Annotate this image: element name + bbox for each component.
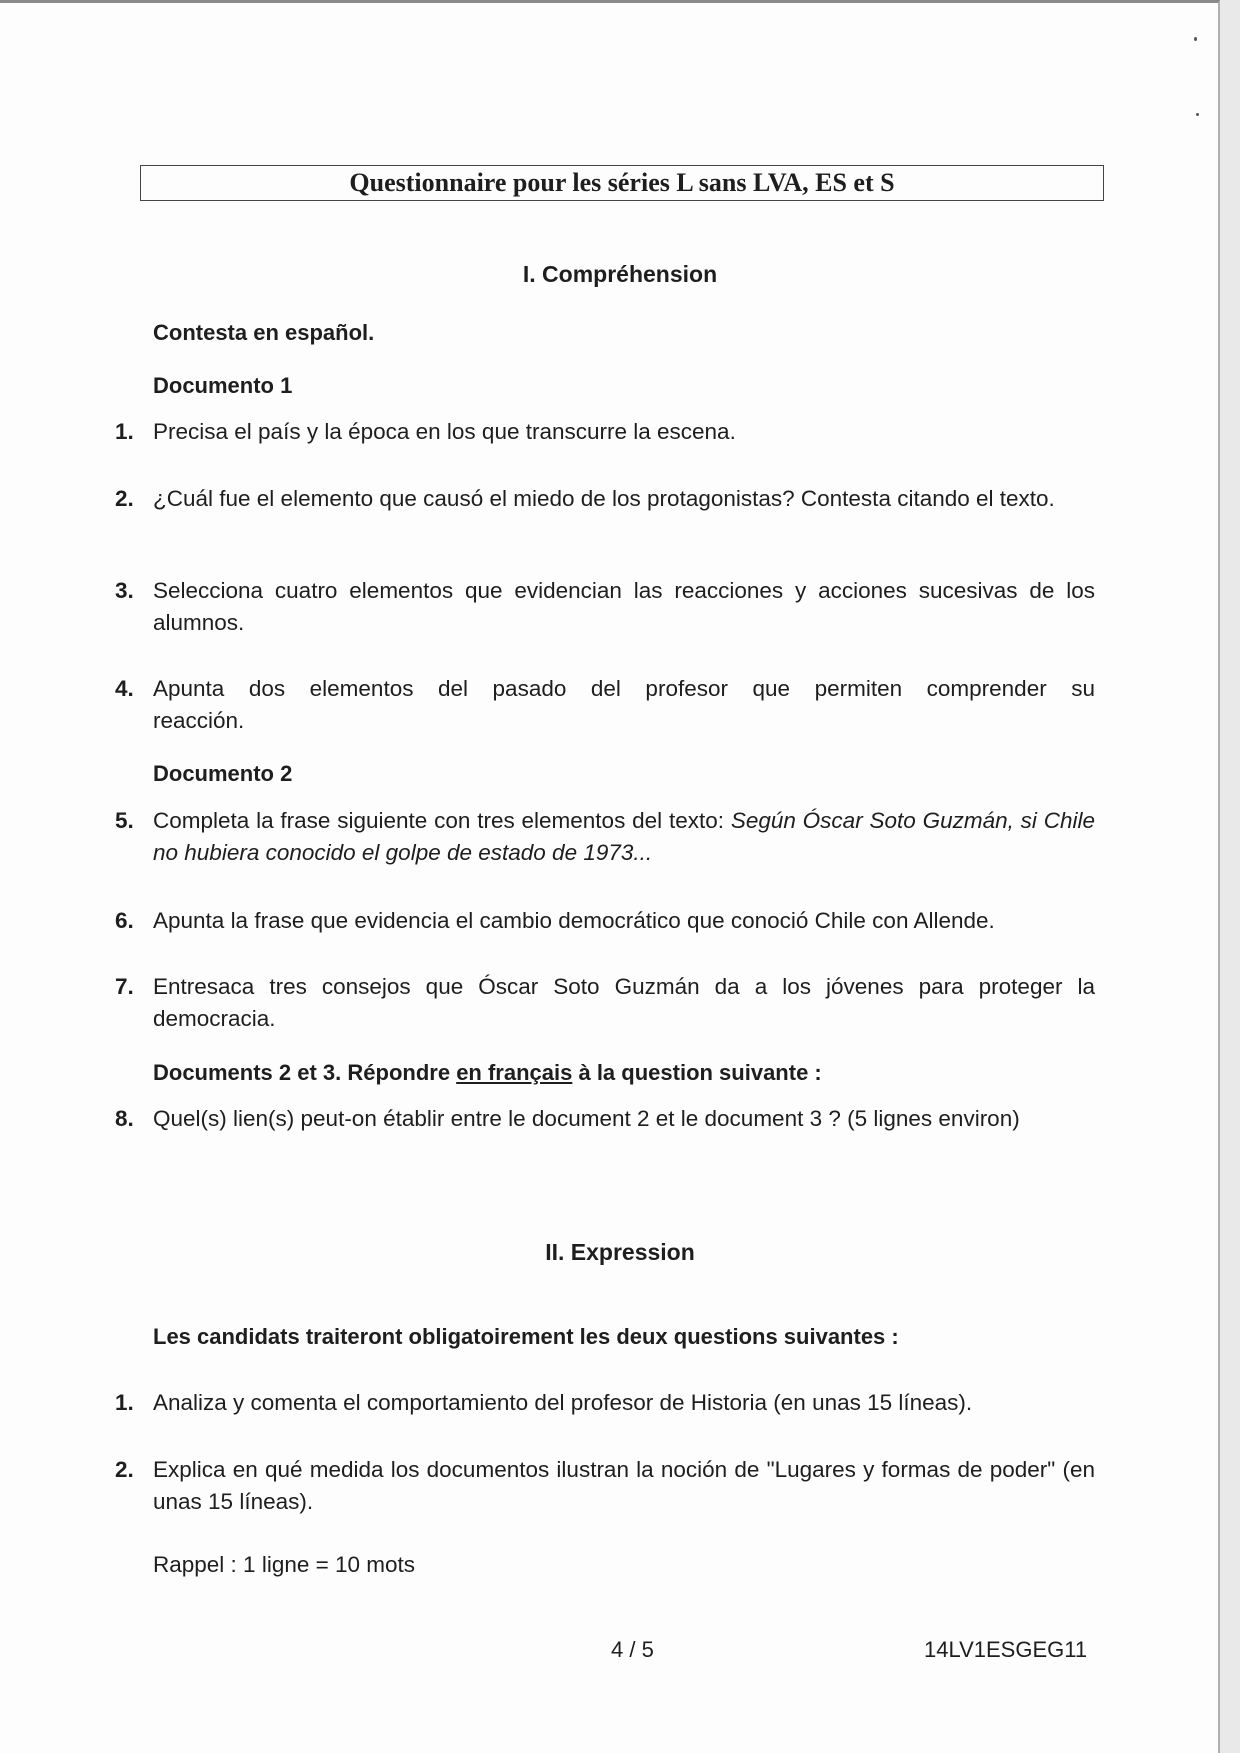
question-item (115, 673, 1095, 737)
scan-speck (1196, 113, 1199, 116)
documents-2-3-label-underlined: en français (456, 1060, 573, 1085)
question-text: Apunta la frase que evidencia el cambio democrático que conoció Chile con Allende. (153, 908, 995, 933)
reminder-text: Rappel : 1 ligne = 10 mots (153, 1552, 416, 1577)
question-text: Apunta dos elementos del pasado del profesor que permiten comprender su reacción. (153, 676, 1095, 733)
document-1-label: Documento 1 (153, 373, 293, 398)
question-item (115, 1454, 1095, 1518)
question-text (153, 805, 1095, 869)
instruction-spanish: Contesta en español. (153, 320, 375, 345)
question-item (115, 1387, 1095, 1419)
question-text-italic: Según Óscar Soto Guzmán, si Chile no hubiera conocido el golpe de estado de 1973... (153, 808, 1096, 865)
question-item (115, 805, 1095, 869)
question-number: 2. (115, 486, 134, 511)
question-text: Quel(s) lien(s) peut-on établir entre le document 2 et le document 3 ? (5 lignes environ) (153, 1106, 1020, 1131)
question-number: 6. (115, 908, 134, 933)
question-number: 2. (115, 1457, 134, 1482)
question-item (115, 483, 1095, 515)
question-number: 1. (115, 1390, 134, 1415)
question-text: Explica en qué medida los documentos ilustran la noción de "Lugares y formas de poder" (en unas 15 líneas). (153, 1457, 1095, 1514)
section-heading-expression: II. Expression (545, 1239, 695, 1265)
question-number: 8. (115, 1106, 134, 1131)
scan-speck (1194, 37, 1197, 41)
question-text: ¿Cuál fue el elemento que causó el miedo de los protagonistas? Contesta citando el texto. (153, 486, 1055, 511)
question-number: 5. (115, 808, 134, 833)
question-text: Selecciona cuatro elementos que evidencian las reacciones y acciones sucesivas de los alumnos. (153, 578, 1095, 635)
question-number: 4. (115, 676, 134, 701)
documents-2-3-label (153, 1060, 822, 1086)
page-number: 4 / 5 (611, 1637, 654, 1662)
question-number: 7. (115, 974, 134, 999)
question-text: Precisa el país y la época en los que transcurre la escena. (153, 419, 736, 444)
question-text: Analiza y comenta el comportamiento del profesor de Historia (en unas 15 líneas). (153, 1390, 973, 1415)
question-item (115, 1103, 1095, 1135)
documents-2-3-label-post: à la question suivante : (572, 1060, 822, 1085)
question-number: 1. (115, 419, 134, 444)
section-heading-comprehension: I. Compréhension (522, 261, 718, 287)
document-2-label: Documento 2 (153, 761, 293, 786)
question-item (115, 575, 1095, 639)
question-text-plain: Completa la frase siguiente con tres elementos del texto: (153, 808, 731, 833)
question-number: 3. (115, 578, 134, 603)
question-item (115, 971, 1095, 1035)
document-code: 14LV1ESGEG11 (924, 1637, 1088, 1662)
documents-2-3-label-pre: Documents 2 et 3. Répondre (153, 1060, 457, 1085)
questionnaire-title: Questionnaire pour les séries L sans LVA, ES et S (140, 165, 1104, 201)
question-item (115, 905, 1095, 937)
question-item (115, 416, 1095, 448)
question-text: Entresaca tres consejos que Óscar Soto Guzmán da a los jóvenes para proteger la democracia. (153, 974, 1095, 1031)
instruction-candidates: Les candidats traiteront obligatoirement les deux questions suivantes : (153, 1324, 899, 1349)
